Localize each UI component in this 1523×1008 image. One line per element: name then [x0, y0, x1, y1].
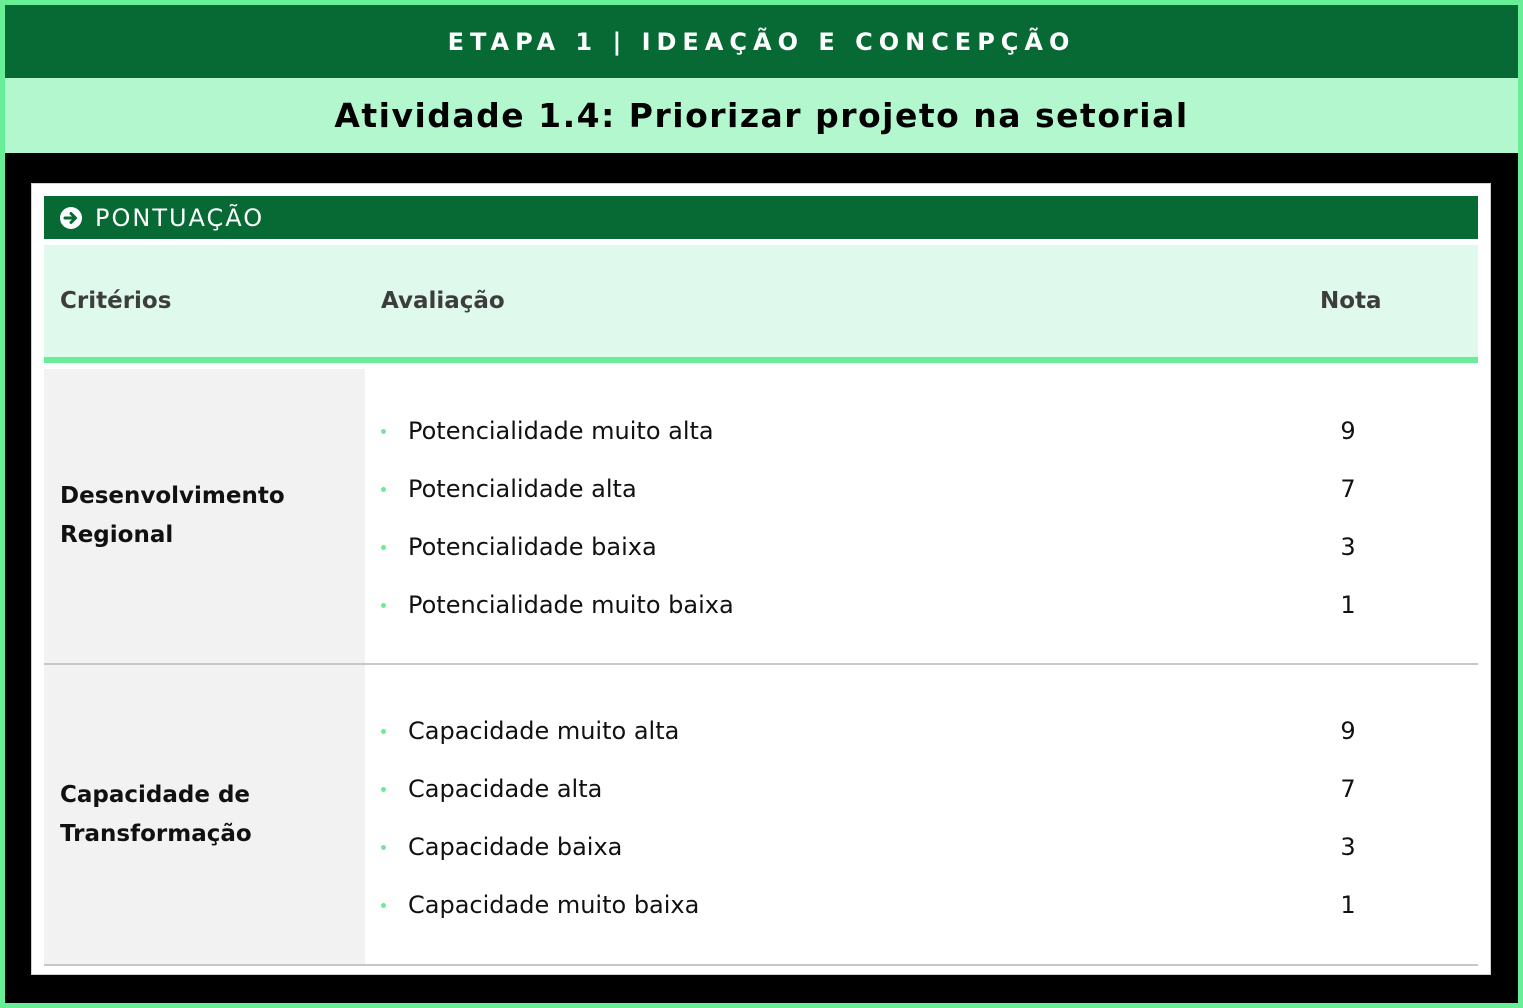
list-item: [365, 818, 1478, 876]
score-value: 3: [1340, 833, 1356, 861]
bullet-icon: [381, 787, 386, 792]
list-item: [365, 518, 1478, 576]
evaluation-label: Capacidade alta: [408, 775, 603, 803]
evaluation-label: Potencialidade muito alta: [408, 417, 714, 445]
section-title: PONTUAÇÃO: [95, 203, 265, 232]
list-item: [365, 760, 1478, 818]
criterion-label: Desenvolvimento Regional: [60, 483, 285, 548]
score-value: 3: [1340, 533, 1356, 561]
evaluation-label: Capacidade muito alta: [408, 717, 680, 745]
list-item: [365, 460, 1478, 518]
score-value: 7: [1340, 475, 1356, 503]
evaluation-label: Potencialidade muito baixa: [408, 591, 734, 619]
score-value: 9: [1340, 717, 1356, 745]
list-item: [365, 876, 1478, 934]
score-value: 9: [1340, 417, 1356, 445]
stage-title: ETAPA 1 | IDEAÇÃO E CONCEPÇÃO: [447, 27, 1076, 56]
evaluation-list: [365, 665, 1478, 964]
criterion-cell: [44, 369, 365, 663]
evaluation-label: Capacidade muito baixa: [408, 891, 700, 919]
bullet-icon: [381, 429, 386, 434]
column-header-nota: Nota: [1320, 288, 1382, 314]
section-header: [44, 196, 1478, 239]
activity-banner: [5, 78, 1518, 153]
evaluation-list: [365, 369, 1478, 663]
table-header-row: [44, 245, 1478, 363]
evaluation-label: Potencialidade alta: [408, 475, 637, 503]
bullet-icon: [381, 487, 386, 492]
arrow-right-circle-icon: [59, 206, 83, 230]
bullet-icon: [381, 845, 386, 850]
list-item: [365, 576, 1478, 634]
column-header-avaliacao: Avaliação: [381, 288, 505, 314]
score-value: 1: [1340, 591, 1356, 619]
score-value: 7: [1340, 775, 1356, 803]
table-row: [44, 369, 1478, 665]
criterion-label: Capacidade de Transformação: [60, 781, 252, 847]
bullet-icon: [381, 729, 386, 734]
score-value: 1: [1340, 891, 1356, 919]
bullet-icon: [381, 545, 386, 550]
list-item: [365, 402, 1478, 460]
table-row: [44, 665, 1478, 966]
bullet-icon: [381, 903, 386, 908]
list-item: [365, 702, 1478, 760]
bullet-icon: [381, 603, 386, 608]
stage-banner: [5, 5, 1518, 78]
scoring-card: [31, 183, 1491, 975]
evaluation-label: Capacidade baixa: [408, 833, 623, 861]
activity-title: Atividade 1.4: Priorizar projeto na setorial: [334, 96, 1189, 135]
criterion-cell: [44, 665, 365, 964]
evaluation-label: Potencialidade baixa: [408, 533, 657, 561]
column-header-criterios: Critérios: [60, 288, 172, 314]
